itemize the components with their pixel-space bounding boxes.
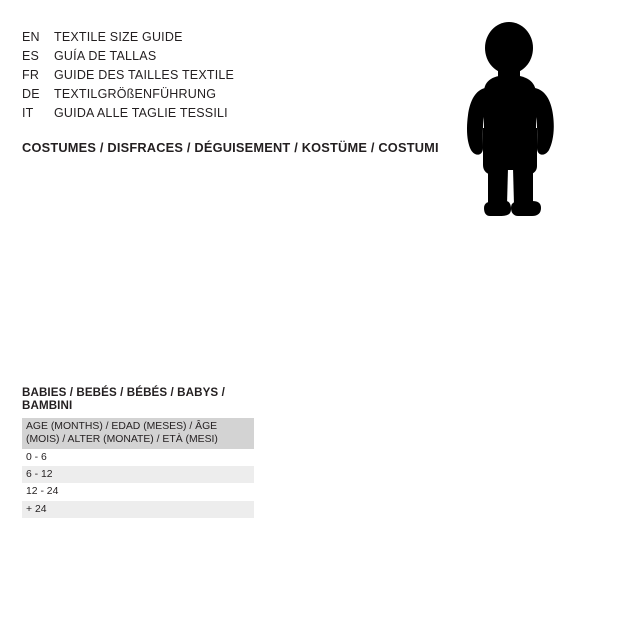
section-title: COSTUMES / DISFRACES / DÉGUISEMENT / KOSTÜME / COSTUMI	[22, 140, 439, 155]
language-row-en	[22, 30, 422, 49]
language-code-fr: FR	[22, 68, 40, 82]
table-header-row	[22, 418, 254, 449]
table-row	[22, 449, 254, 466]
language-row-it	[22, 106, 422, 125]
table-row	[22, 483, 254, 500]
table-row	[22, 466, 254, 483]
size-table	[22, 418, 254, 518]
language-code-es: ES	[22, 49, 40, 63]
language-row-de	[22, 87, 422, 106]
table-cell-age: 12 - 24	[22, 483, 254, 500]
language-list	[22, 30, 422, 125]
table-body	[22, 449, 254, 518]
language-text-de: TEXTILGRÖßENFÜHRUNG	[54, 87, 217, 101]
language-text-es: GUÍA DE TALLAS	[54, 49, 157, 63]
table-cell-age: 6 - 12	[22, 466, 254, 483]
language-row-es	[22, 49, 422, 68]
language-code-de: DE	[22, 87, 40, 101]
table-caption: BABIES / BEBÉS / BÉBÉS / BABYS / BAMBINI	[22, 386, 225, 412]
language-text-it: GUIDA ALLE TAGLIE TESSILI	[54, 106, 228, 120]
table-row	[22, 501, 254, 518]
language-row-fr	[22, 68, 422, 87]
table-header-age: AGE (MONTHS) / EDAD (MESES) / ÂGE (MOIS) / ALTER (MONATE) / ETÀ (MESI)	[22, 418, 254, 449]
language-code-en: EN	[22, 30, 40, 44]
table-cell-age: 0 - 6	[22, 449, 254, 466]
table-cell-age: + 24	[22, 501, 254, 518]
language-text-fr: GUIDE DES TAILLES TEXTILE	[54, 68, 235, 82]
toddler-silhouette-icon	[440, 20, 580, 235]
language-code-it: IT	[22, 106, 34, 120]
language-text-en: TEXTILE SIZE GUIDE	[54, 30, 183, 44]
size-table-block	[22, 386, 254, 518]
